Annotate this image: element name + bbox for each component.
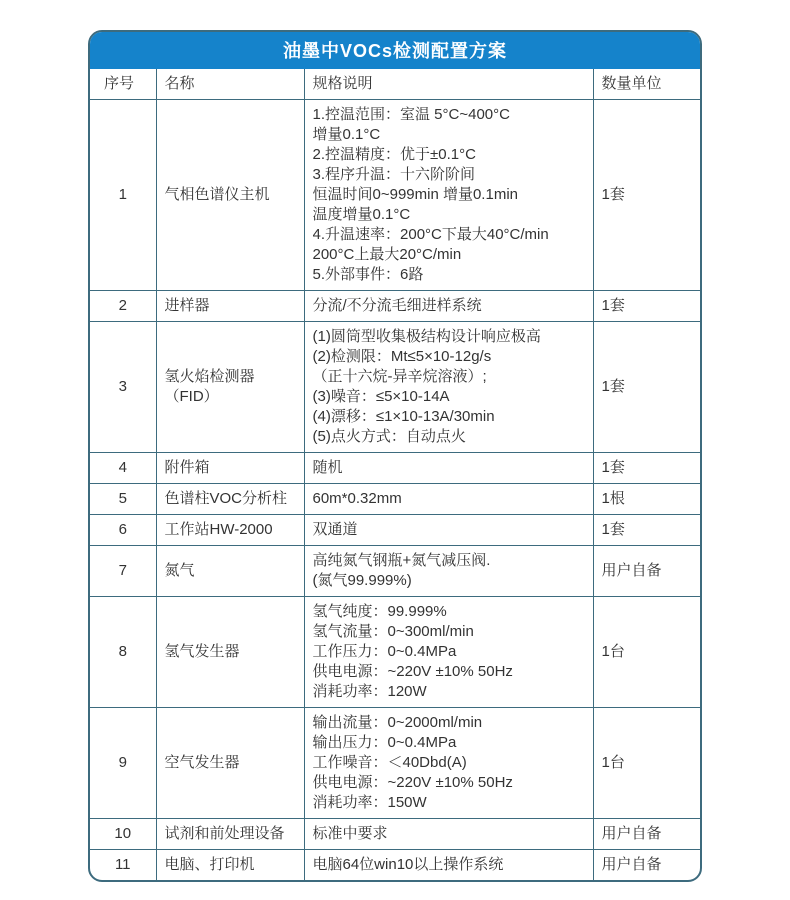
row-number-cell: 3 xyxy=(90,322,156,453)
spec-cell xyxy=(304,322,593,453)
spec-line: 氢气纯度：99.999% xyxy=(312,603,447,620)
spec-line: 4.升温速率：200°C下最大40°C/min xyxy=(312,226,549,243)
spec-cell xyxy=(304,453,593,484)
spec-line: 5.外部事件：6路 xyxy=(312,266,424,283)
quantity-cell: 1根 xyxy=(593,484,702,515)
col-header-spec: 规格说明 xyxy=(304,69,593,100)
item-name-cell: 空气发生器 xyxy=(156,708,304,819)
spec-line: 3.程序升温：十六阶阶间 xyxy=(312,166,476,183)
spec-line: 氢气流量：0~300ml/min xyxy=(312,623,474,640)
spec-line: (5)点火方式：自动点火 xyxy=(312,428,466,445)
spec-line: (2)检测限：Mt≤5×10-12g/s xyxy=(312,348,492,365)
spec-line: (氮气99.999%) xyxy=(312,572,412,589)
row-number-cell: 9 xyxy=(90,708,156,819)
col-header-no: 序号 xyxy=(90,69,156,100)
row-number-cell: 10 xyxy=(90,819,156,850)
item-name-cell: 氮气 xyxy=(156,546,304,597)
spec-line: (1)圆筒型收集极结构设计响应极高 xyxy=(312,328,541,345)
spec-line: 温度增量0.1°C xyxy=(312,206,411,223)
spec-line: (3)噪音：≤5×10-14A xyxy=(312,388,450,405)
col-header-qty: 数量单位 xyxy=(593,69,702,100)
spec-line: 60m*0.32mm xyxy=(312,490,402,507)
spec-cell xyxy=(304,515,593,546)
voc-config-panel xyxy=(88,30,702,882)
spec-line: 输出流量：0~2000ml/min xyxy=(312,714,483,731)
table-row xyxy=(90,819,702,850)
table-row xyxy=(90,100,702,291)
quantity-cell: 1套 xyxy=(593,515,702,546)
quantity-cell: 1套 xyxy=(593,322,702,453)
spec-line: 高纯氮气钢瓶+氮气减压阀. xyxy=(312,552,491,569)
item-name-cell: 色谱柱VOC分析柱 xyxy=(156,484,304,515)
spec-cell xyxy=(304,291,593,322)
table-body xyxy=(90,100,702,881)
spec-cell xyxy=(304,546,593,597)
quantity-cell: 1台 xyxy=(593,708,702,819)
spec-cell xyxy=(304,100,593,291)
spec-line: 消耗功率：120W xyxy=(312,683,427,700)
table-row xyxy=(90,484,702,515)
table-row xyxy=(90,850,702,881)
config-table xyxy=(90,69,702,880)
item-name-cell: 气相色谱仪主机 xyxy=(156,100,304,291)
row-number-cell: 6 xyxy=(90,515,156,546)
spec-line: 工作噪音：＜40Dbd(A) xyxy=(312,754,467,771)
table-row xyxy=(90,546,702,597)
spec-line: 供电电源：~220V ±10% 50Hz xyxy=(312,663,513,680)
spec-cell xyxy=(304,597,593,708)
item-name-cell: 电脑、打印机 xyxy=(156,850,304,881)
quantity-cell: 用户自备 xyxy=(593,850,702,881)
spec-line: 电脑64位win10以上操作系统 xyxy=(312,856,504,873)
header-row xyxy=(90,69,702,100)
table-row xyxy=(90,515,702,546)
item-name-cell: 工作站HW-2000 xyxy=(156,515,304,546)
spec-line: 消耗功率：150W xyxy=(312,794,427,811)
spec-line: 2.控温精度：优于±0.1°C xyxy=(312,146,476,163)
item-name-cell: 试剂和前处理设备 xyxy=(156,819,304,850)
row-number-cell: 8 xyxy=(90,597,156,708)
table-row xyxy=(90,322,702,453)
spec-line: 200°C上最大20°C/min xyxy=(312,246,462,263)
quantity-cell: 用户自备 xyxy=(593,546,702,597)
table-title-bar xyxy=(90,32,700,69)
spec-line: 标准中要求 xyxy=(312,825,388,842)
spec-line: 输出压力：0~0.4MPa xyxy=(312,734,457,751)
quantity-cell: 用户自备 xyxy=(593,819,702,850)
spec-line: (4)漂移：≤1×10-13A/30min xyxy=(312,408,495,425)
table-row xyxy=(90,597,702,708)
item-name-cell: 氢气发生器 xyxy=(156,597,304,708)
spec-line: 工作压力：0~0.4MPa xyxy=(312,643,457,660)
row-number-cell: 4 xyxy=(90,453,156,484)
row-number-cell: 1 xyxy=(90,100,156,291)
spec-line: 双通道 xyxy=(312,521,358,538)
item-name-cell: 氢火焰检测器（FID） xyxy=(156,322,304,453)
spec-cell xyxy=(304,484,593,515)
quantity-cell: 1台 xyxy=(593,597,702,708)
quantity-cell: 1套 xyxy=(593,453,702,484)
spec-line: 增量0.1°C xyxy=(312,126,381,143)
spec-line: （正十六烷-异辛烷溶液）; xyxy=(312,368,487,385)
item-name-cell: 附件箱 xyxy=(156,453,304,484)
table-row xyxy=(90,708,702,819)
spec-line: 分流/不分流毛细进样系统 xyxy=(312,297,482,314)
item-name-cell: 进样器 xyxy=(156,291,304,322)
quantity-cell: 1套 xyxy=(593,291,702,322)
row-number-cell: 5 xyxy=(90,484,156,515)
spec-cell xyxy=(304,850,593,881)
table-row xyxy=(90,453,702,484)
col-header-name: 名称 xyxy=(156,69,304,100)
spec-cell xyxy=(304,819,593,850)
row-number-cell: 11 xyxy=(90,850,156,881)
spec-cell xyxy=(304,708,593,819)
quantity-cell: 1套 xyxy=(593,100,702,291)
spec-line: 1.控温范围：室温 5°C~400°C xyxy=(312,106,510,123)
spec-line: 供电电源：~220V ±10% 50Hz xyxy=(312,774,513,791)
row-number-cell: 2 xyxy=(90,291,156,322)
page-title: 油墨中VOCs检测配置方案 xyxy=(282,41,508,61)
spec-line: 恒温时间0~999min 增量0.1min xyxy=(312,186,518,203)
spec-line: 随机 xyxy=(312,459,343,476)
table-row xyxy=(90,291,702,322)
row-number-cell: 7 xyxy=(90,546,156,597)
